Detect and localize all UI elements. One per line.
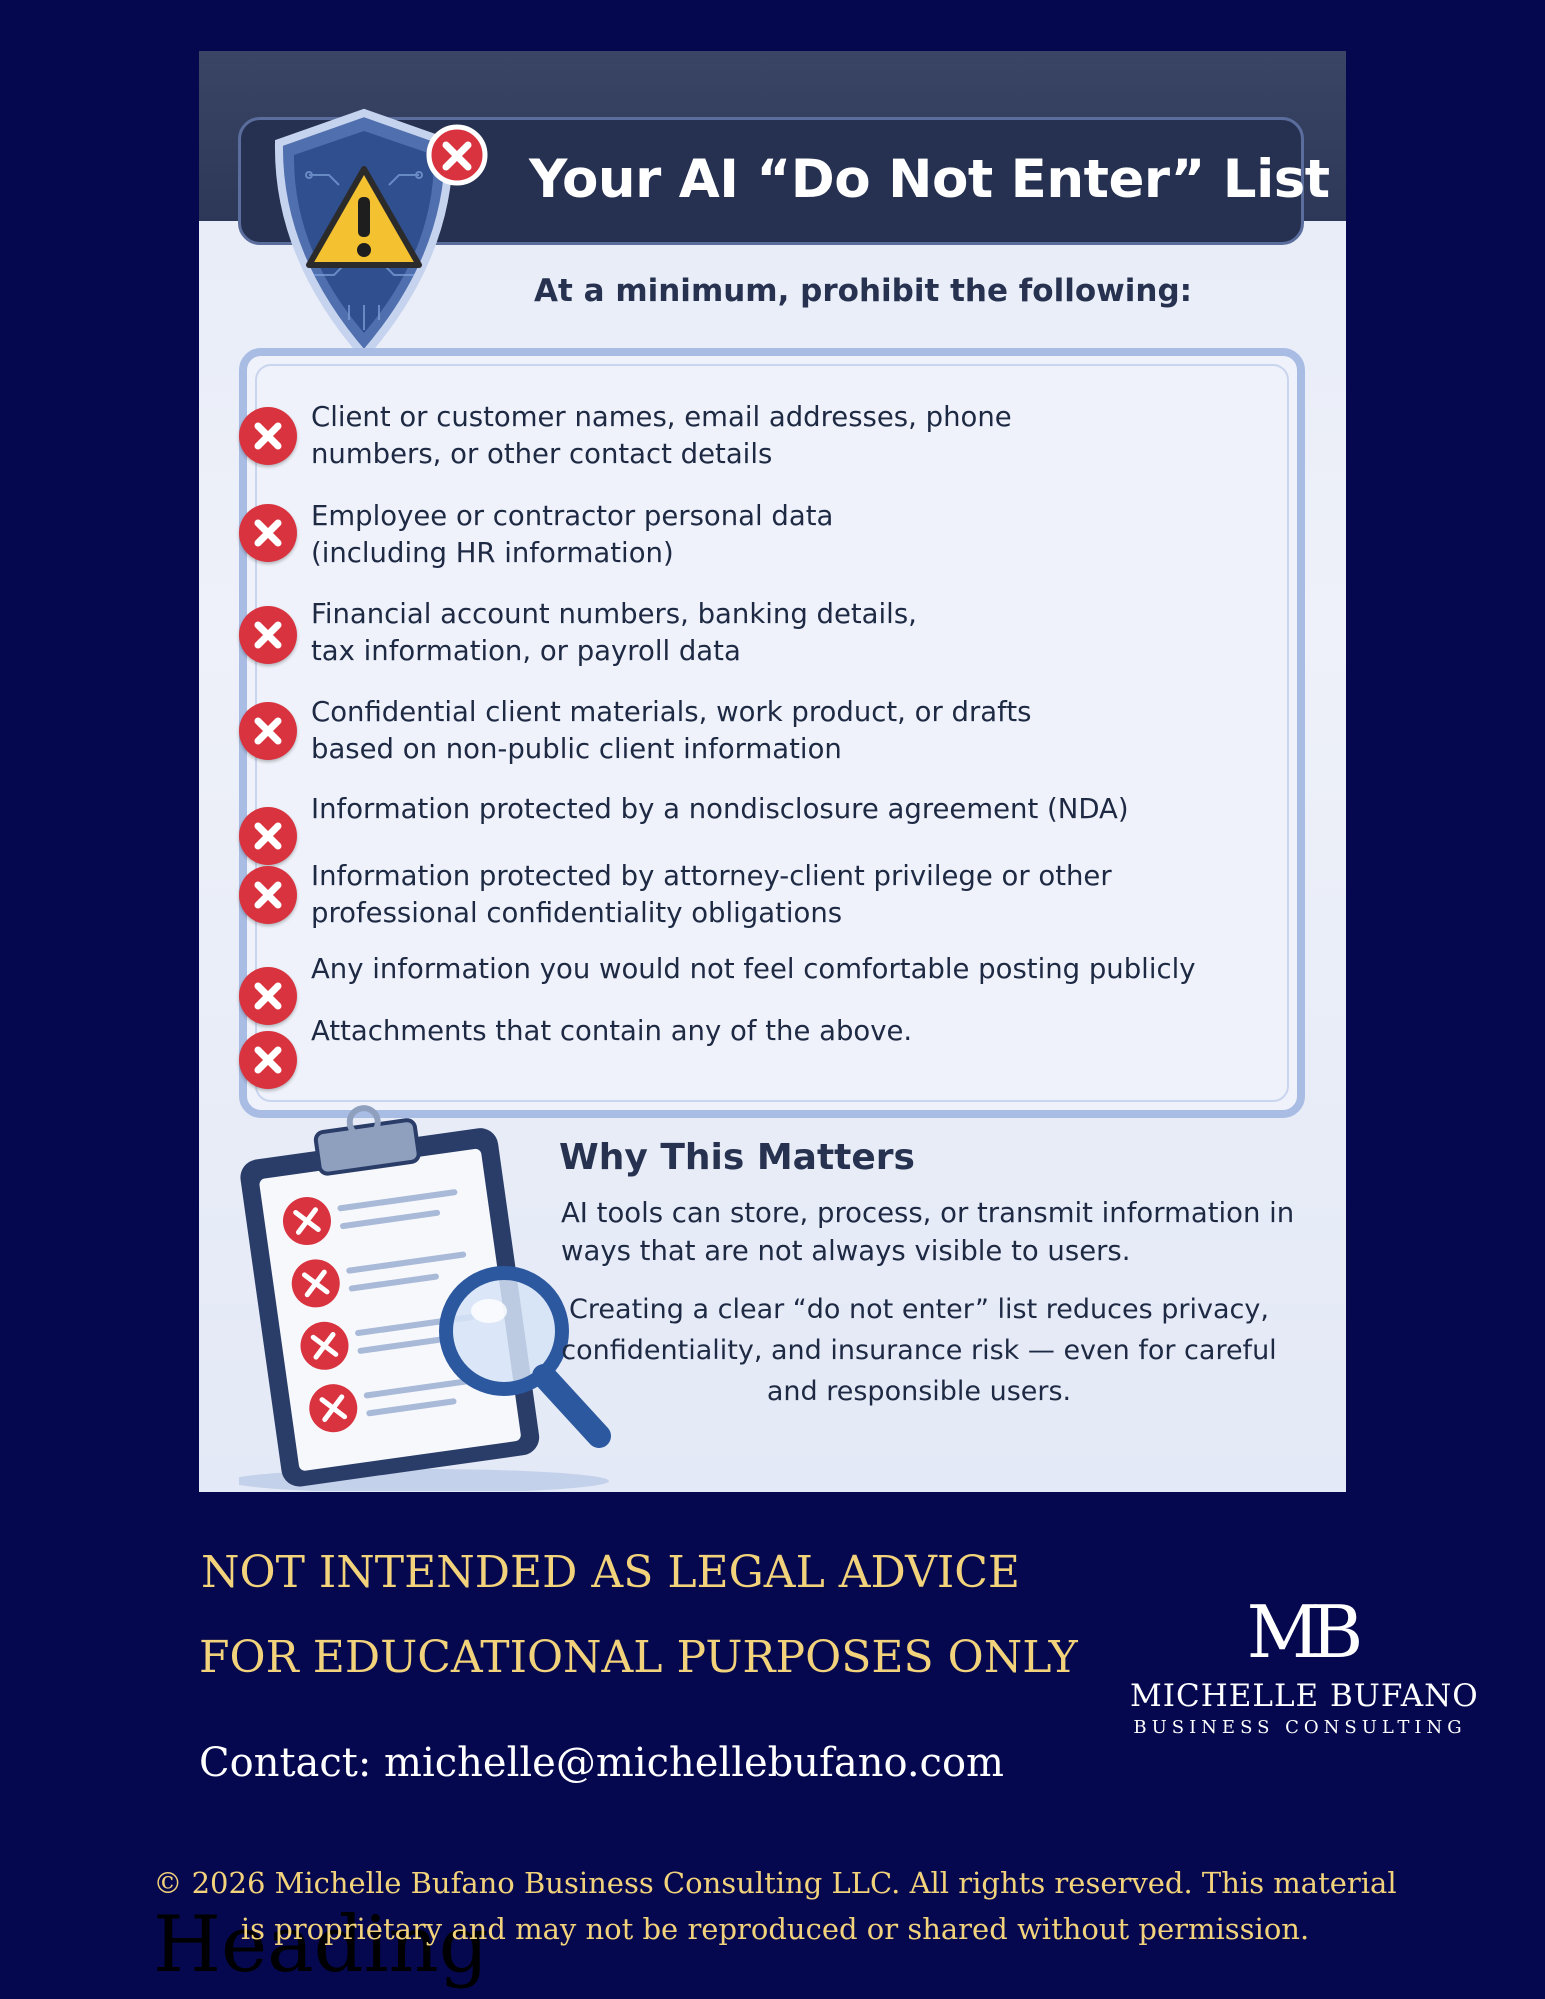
prohibited-item-text [311, 858, 1231, 932]
item-line-1: Information protected by a nondisclosure agreement (NDA) [311, 793, 1129, 825]
disclaimer-educational: FOR EDUCATIONAL PURPOSES ONLY [199, 1632, 1078, 1683]
item-line-2: professional confidentiality obligations [311, 897, 843, 929]
close-x-icon [239, 967, 297, 1025]
prohibited-item-text [311, 951, 1231, 988]
item-line-1: Financial account numbers, banking details, [311, 598, 917, 630]
item-line-1: Employee or contractor personal data [311, 500, 834, 532]
close-x-icon [239, 702, 297, 760]
prohibited-item-text [311, 596, 1231, 670]
item-line-1: Confidential client materials, work product, or drafts [311, 696, 1032, 728]
logo-tagline: BUSINESS CONSULTING [1133, 1717, 1467, 1738]
poster-subtitle: At a minimum, prohibit the following: [534, 273, 1193, 309]
item-line-1: Information protected by attorney-client privilege or other [311, 860, 1112, 892]
prohibited-item-text [311, 1013, 1231, 1050]
item-line-2: (including HR information) [311, 537, 674, 569]
disclaimer-legal: NOT INTENDED AS LEGAL ADVICE [201, 1547, 1021, 1598]
logo-monogram: MB [1246, 1590, 1354, 1674]
heading-placeholder: Heading [153, 1900, 489, 1990]
prohibited-item-text [311, 694, 1231, 768]
item-line-2: based on non-public client information [311, 733, 842, 765]
why-paragraph-1: AI tools can store, process, or transmit information in ways that are not always visible to users. [561, 1197, 1295, 1267]
copyright-notice: © 2026 Michelle Bufano Business Consulting LLC. All rights reserved. This material is proprietary and may not be reproduced or shared without permission. [153, 1866, 1397, 1946]
why-title: Why This Matters [559, 1137, 915, 1178]
logo-name: MICHELLE BUFANO [1130, 1678, 1479, 1714]
prohibited-item-text [311, 399, 1231, 473]
close-x-icon [239, 606, 297, 664]
item-line-1: Client or customer names, email addresses, phone [311, 401, 1012, 433]
close-x-icon [239, 504, 297, 562]
item-line-2: tax information, or payroll data [311, 635, 741, 667]
company-logo [1130, 1590, 1479, 1740]
close-x-icon [239, 1031, 297, 1089]
item-line-2: numbers, or other contact details [311, 438, 773, 470]
contact-email[interactable]: Contact: michelle@michellebufano.com [199, 1740, 1004, 1786]
why-paragraph-2: Creating a clear “do not enter” list reduces privacy, confidentiality, and insurance risk — even for careful and responsible users. [561, 1294, 1277, 1407]
close-x-icon [239, 866, 297, 924]
warning-shield-icon [259, 105, 489, 367]
close-x-icon [239, 407, 297, 465]
prohibited-item-text [311, 498, 1231, 572]
item-line-1: Attachments that contain any of the above. [311, 1015, 913, 1047]
infographic-poster [199, 51, 1346, 1492]
poster-title: Your AI “Do Not Enter” List [529, 149, 1330, 210]
prohibited-item-text [311, 791, 1231, 828]
close-x-icon [239, 807, 297, 865]
item-line-1: Any information you would not feel comfortable posting publicly [311, 953, 1196, 985]
